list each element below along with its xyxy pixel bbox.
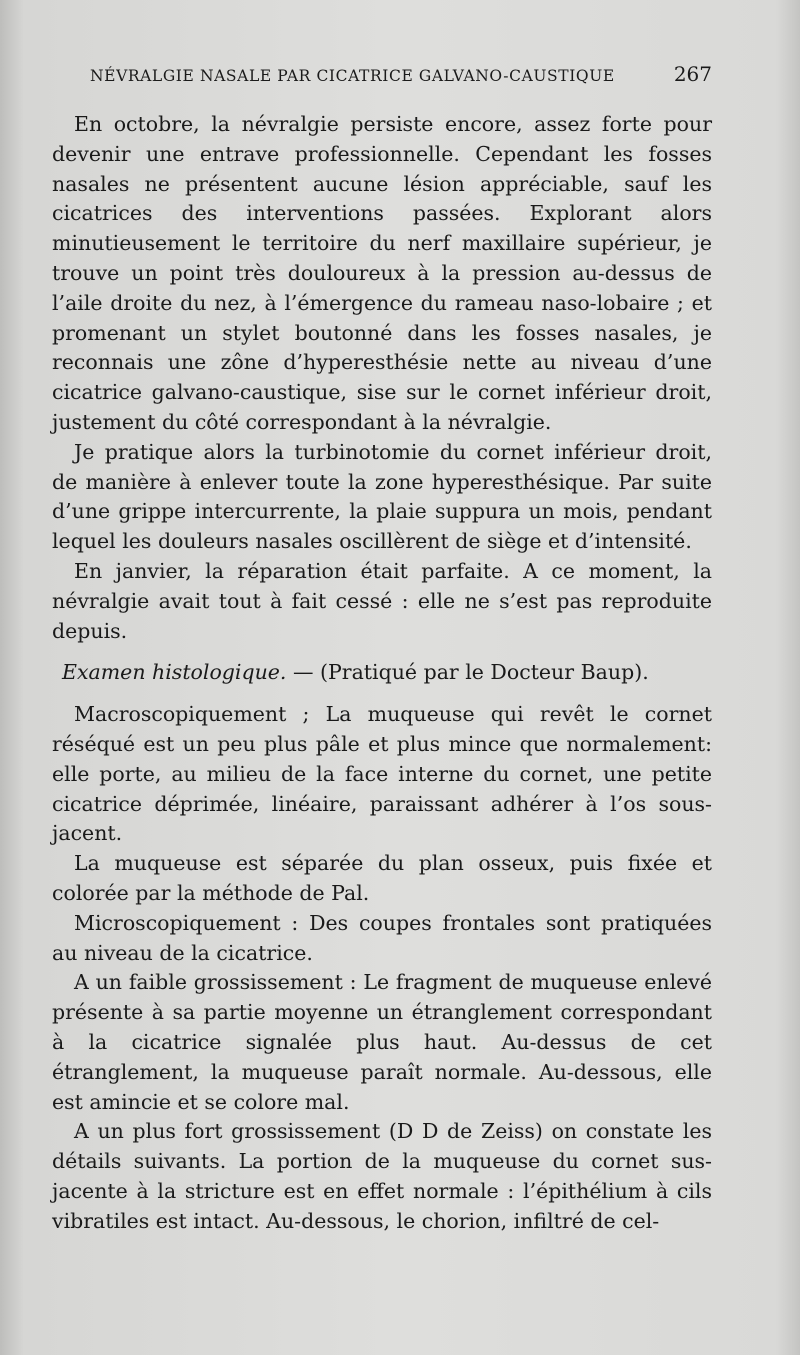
section-heading [52, 658, 712, 688]
body-text [52, 110, 712, 1236]
paragraph-4: Macroscopiquement ; La muqueuse qui revêt le cornet réséqué est un peu plus pâle et plus mince que normalement: elle porte, au milieu de la face interne du cornet, une petite cicatrice déprimée, linéaire, paraissant adhérer à l’os sous-jacent. [52, 702, 712, 846]
paragraph-8: A un plus fort grossissement (D D de Zeiss) on constate les détails suivants. La portion de la muqueuse du cornet sus-jacente à la stricture est en effet normale : l’épithélium à cils vibratiles est intact. Au-dessous, le chorion, infiltré de cel- [52, 1119, 712, 1233]
paragraph-7: A un faible grossissement : Le fragment de muqueuse enlevé présente à sa partie moyenne un étranglement correspondant à la cicatrice signalée plus haut. Au-dessus de cet étranglement, la muqueuse paraît normale. Au-dessous, elle est amincie et se colore mal. [52, 970, 712, 1114]
section-heading-rest: — (Pratiqué par le Docteur Baup). [286, 660, 649, 685]
running-head [90, 62, 712, 86]
paragraph-6: Microscopiquement : Des coupes frontales sont pratiquées au niveau de la cicatrice. [52, 910, 712, 965]
running-title: NÉVRALGIE NASALE PAR CICATRICE GALVANO-CAUSTIQUE [90, 67, 615, 85]
paragraph-3: En janvier, la réparation était parfaite. A ce moment, la névralgie avait tout à fait cessé : elle ne s’est pas reproduite depuis. [52, 558, 712, 643]
section-heading-italic: Examen histologique. [62, 660, 287, 685]
page-number: 267 [673, 62, 712, 86]
paragraph-2: Je pratique alors la turbinotomie du cornet inférieur droit, de manière à enlever toute la zone hyperesthésique. Par suite d’une grippe intercurrente, la plaie suppura un mois, pendant lequel les douleurs nasales oscillèrent de siège et d’intensité. [52, 439, 712, 554]
paragraph-5: La muqueuse est séparée du plan osseux, puis fixée et colorée par la méthode de Pal. [52, 851, 712, 905]
paragraph-1: En octobre, la névralgie persiste encore, assez forte pour devenir une entrave professionnelle. Cependant les fosses nasales ne présentent aucune lésion appréciable, sauf les cicatrices des interventions passées. Explorant alors minutieusement le territoire du nerf maxillaire supérieur, je trouve un point très douloureux à la pression au-dessus de l’aile droite du nez, à l’émergence du rameau naso-lobaire ; et promenant un stylet boutonné dans les fosses nasales, je reconnais une zône d’hyperesthésie nette au niveau d’une cicatrice galvano-caustique, sise sur le cornet inférieur droit, justement du côté correspondant à la névralgie. [52, 112, 712, 434]
